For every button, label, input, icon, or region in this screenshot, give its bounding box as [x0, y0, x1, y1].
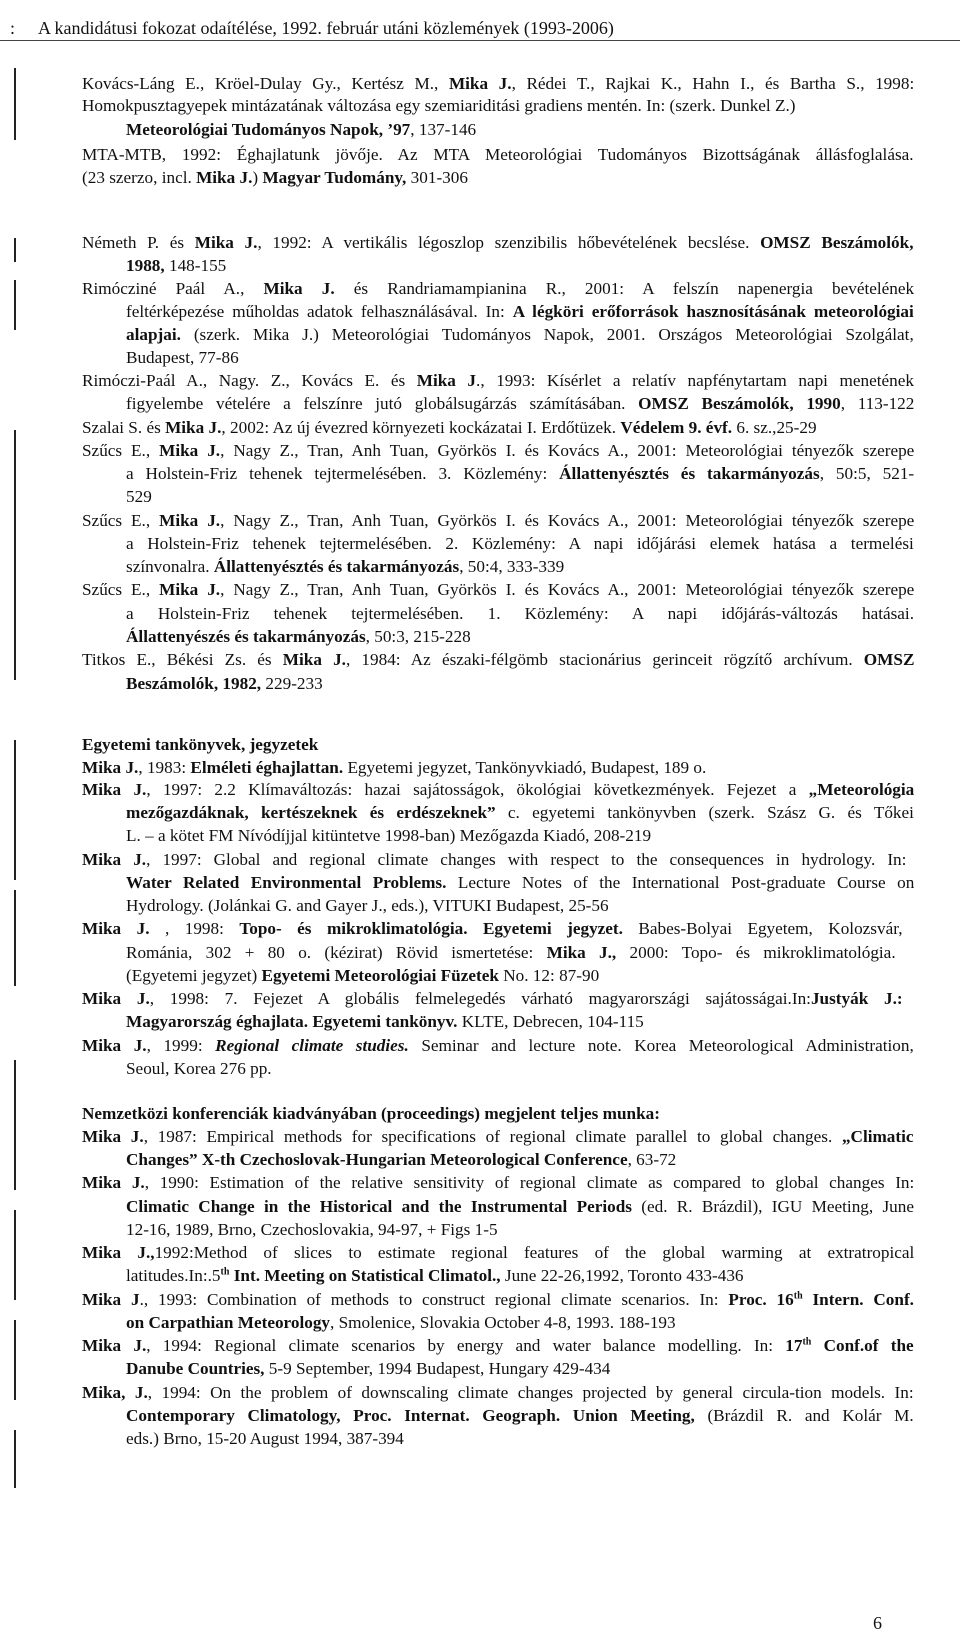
text-line	[82, 920, 903, 937]
text-run: Mika J.	[82, 1173, 145, 1192]
text-run: „Climatic	[841, 1127, 914, 1146]
text-run: , 50:4, 333-339	[459, 557, 565, 576]
text-line	[126, 804, 914, 821]
text-line	[126, 1360, 610, 1377]
change-bar	[14, 238, 16, 262]
text-line	[126, 944, 896, 961]
text-run: a Holstein-Friz tehenek tejtermelésében. 2. Közlemény: A napi időjárási elemek hatása a termelési	[126, 534, 914, 553]
text-run: Danube Countries,	[126, 1359, 265, 1378]
text-run: Állattenyésztés és takarmányozás	[213, 557, 460, 576]
text-run: , 2002: Az új évezred környezeti kockázatai I. Erdőtüzek.	[221, 418, 621, 437]
text-run: (Brázdil R. and Kolár M.	[694, 1406, 914, 1425]
text-run: , 50:3, 215-228	[365, 627, 471, 646]
text-run: a Holstein-Friz tehenek tejtermelésében. 3. Közlemény:	[126, 464, 560, 483]
text-run: th	[802, 1336, 812, 1348]
text-run: , 1998:	[149, 919, 240, 938]
text-run: ., 1993: Combination of methods to construct regional climate scenarios. In:	[139, 1290, 729, 1309]
change-bar	[14, 1430, 16, 1488]
text-run: , 1997: Global and regional climate changes with respect to the consequences in hydrology. In:	[146, 850, 907, 869]
section-heading-textbooks: Egyetemi tankönyvek, jegyzetek	[82, 735, 319, 754]
text-run: Állattenyészés és takarmányozás	[126, 627, 366, 646]
text-run: Mika J.	[82, 780, 147, 799]
text-run: Mika J.	[82, 850, 147, 869]
text-line	[126, 675, 323, 692]
text-run: Szalai S. és	[82, 418, 166, 437]
text-run: a Holstein-Friz tehenek tejtermelésében. 1. Közlemény: A napi időjárás-változás hatásai.	[126, 604, 914, 623]
text-run: Szűcs E.,	[82, 580, 160, 599]
text-run: Contemporary Climatology, Proc. Internat. Geograph. Union Meeting,	[126, 1406, 695, 1425]
text-line	[126, 605, 914, 622]
text-run: Németh P. és	[82, 233, 195, 252]
text-line	[126, 967, 599, 984]
text-line	[82, 1174, 914, 1191]
text-run: feltérképezése műholdas adatok felhasználásával. In:	[126, 302, 513, 321]
text-run: , 50:5, 521-	[819, 464, 915, 483]
text-run: )	[252, 168, 263, 187]
text-run: , Rédei T., Rajkai K., Hahn I., és Bartha S., 1998:	[511, 74, 915, 93]
header-rule	[0, 40, 960, 41]
text-line	[126, 1151, 676, 1168]
text-run: , Nagy Z., Tran, Anh Tuan, Györkös I. és Kovács A., 2001: Meteorológiai tényezők szerepe	[220, 511, 915, 530]
text-line	[82, 1291, 914, 1308]
text-run: Magyarország éghajlata. Egyetemi tankönyv.	[126, 1012, 458, 1031]
text-run: Szűcs E.,	[82, 511, 160, 530]
page-number: 6	[873, 1613, 882, 1633]
text-run: , Nagy Z., Tran, Anh Tuan, Györkös I. és Kovács A., 2001: Meteorológiai tényezők szerepe	[220, 441, 915, 460]
text-run: No. 12: 87-90	[498, 966, 600, 985]
text-run: , Nagy Z., Tran, Anh Tuan, Györkös I. és Kovács A., 2001: Meteorológiai tényezők szerepe	[220, 580, 915, 599]
text-run: , Smolenice, Slovakia October 4-8, 1993. 188-193	[330, 1313, 676, 1332]
text-run: Beszámolók, 1982,	[126, 674, 262, 693]
text-line	[82, 234, 914, 251]
text-line	[126, 1198, 914, 1215]
text-run: Mika J.	[448, 74, 512, 93]
text-run: Védelem 9. évf.	[620, 418, 733, 437]
text-line	[126, 558, 564, 575]
text-run: Kovács-Láng E., Kröel-Dulay Gy., Kertész M.,	[82, 74, 449, 93]
text-run: Mika J.	[194, 233, 258, 252]
text-line	[82, 442, 914, 459]
text-line	[126, 535, 914, 552]
text-run: Szűcs E.,	[82, 441, 160, 460]
text-line	[126, 326, 914, 343]
text-run: figyelembe vételére a felszínre jutó globálsugárzás számításában.	[126, 394, 639, 413]
text-run: Mika J.	[159, 511, 221, 530]
text-line	[82, 146, 914, 163]
text-run: 17	[785, 1336, 803, 1355]
text-run: Magyar Tudomány,	[262, 168, 407, 187]
text-run: 12-16, 1989, Brno, Czechoslovakia, 94-97, + Figs 1-5	[126, 1220, 498, 1239]
text-run: , 1994: Regional climate scenarios by energy and water balance modelling. In:	[146, 1336, 786, 1355]
text-run: Rimóczi-Paál A., Nagy. Z., Kovács E. és	[82, 371, 417, 390]
text-run: és Randriamampianina R., 2001: A felszín napenergia bevételének	[334, 279, 915, 298]
text-line	[126, 1314, 676, 1331]
change-bar	[14, 430, 16, 680]
text-run: Hydrology. (Jolánkai G. and Gayer J., eds.), VITUKI Budapest, 25-56	[126, 896, 609, 915]
text-line	[126, 303, 914, 320]
text-run: th	[793, 1290, 803, 1302]
text-run: Seminar and lecture note. Korea Meteorological Administration,	[408, 1036, 914, 1055]
text-run: , 1990: Estimation of the relative sensitivity of regional climate as compared to global changes In:	[144, 1173, 915, 1192]
text-line	[126, 827, 651, 844]
page-header-title: A kandidátusi fokozat odaítélése, 1992. február utáni közlemények (1993-2006)	[38, 18, 614, 38]
text-line	[126, 1430, 404, 1447]
text-run: Rimócziné Paál A.,	[82, 279, 264, 298]
text-run: , 1997: 2.2 Klímaváltozás: hazai sajátosságok, ökológiai következmények. Fejezet a	[146, 780, 809, 799]
text-run: Conf.of the	[811, 1336, 914, 1355]
text-line	[82, 851, 906, 868]
text-run: , 1998: 7. Fejezet A globális felmelegedés várható magyarországi sajátosságai.In:	[149, 989, 811, 1008]
text-line	[82, 581, 914, 598]
text-run: Mika J	[416, 371, 477, 390]
text-line	[82, 280, 914, 297]
text-run: 1988,	[126, 256, 165, 275]
text-run: Állattenyésztés és takarmányozás	[559, 464, 820, 483]
text-line	[126, 1013, 644, 1030]
text-run: színvonalra.	[126, 557, 214, 576]
text-run: (ed. R. Brázdil), IGU Meeting, June	[631, 1197, 914, 1216]
text-run: Babes-Bolyai Egyetem, Kolozsvár,	[622, 919, 903, 938]
text-run: 6. sz.,25-29	[732, 418, 817, 437]
text-run: Mika, J.	[82, 1383, 148, 1402]
text-run: Mika J.	[82, 1336, 147, 1355]
text-run: Románia, 302 + 80 o. (kézirat) Rövid ismertetése:	[126, 943, 547, 962]
text-run: 229-233	[261, 674, 323, 693]
change-bar	[14, 280, 16, 330]
text-run: (23 szerzo, incl.	[82, 168, 197, 187]
change-bar	[14, 1060, 16, 1190]
text-run: A légköri erőforrások hasznosításának meteorológiai	[512, 302, 914, 321]
text-run: , 1992: A vertikális légoszlop szenzibilis hőbevételének becslése.	[257, 233, 761, 252]
text-run: on Carpathian Meteorology	[126, 1313, 331, 1332]
text-run: 301-306	[406, 168, 468, 187]
change-bar	[14, 740, 16, 880]
text-line	[126, 628, 471, 645]
text-run: 1992:Method of slices to estimate regional features of the global warming at extratropical	[154, 1243, 915, 1262]
text-run: Changes” X-th Czechoslovak-Hungarian Meteorological Conference	[126, 1150, 628, 1169]
text-line	[126, 1060, 272, 1077]
change-bar	[14, 1210, 16, 1300]
text-run: Meteorológiai Tudományos Napok, ’97	[126, 120, 411, 139]
text-run: Regional climate studies.	[215, 1036, 409, 1055]
text-line	[126, 1221, 498, 1238]
text-run: OMSZ	[863, 650, 915, 669]
text-run: Mika J.	[82, 989, 150, 1008]
text-run: alapjai.	[126, 325, 181, 344]
text-run: OMSZ Beszámolók,	[760, 233, 914, 252]
text-line	[126, 121, 476, 138]
text-run: Titkos E., Békési Zs. és	[82, 650, 283, 669]
text-line	[82, 990, 903, 1007]
text-run: c. egyetemi tankönyvben (szerk. Szász G. és Tőkei	[495, 803, 914, 822]
text-line	[82, 1384, 914, 1401]
text-line	[126, 488, 152, 505]
text-run: Mika J.	[282, 650, 346, 669]
text-line	[82, 97, 796, 114]
text-run: Seoul, Korea 276 pp.	[126, 1059, 272, 1078]
text-line	[82, 781, 914, 798]
text-run: Mika J.	[82, 758, 139, 777]
change-bar	[14, 1320, 16, 1400]
text-run: , 137-146	[410, 120, 477, 139]
text-line	[82, 75, 914, 92]
change-bar	[14, 890, 16, 986]
text-line	[126, 1267, 744, 1284]
text-run: Mika J.	[196, 168, 253, 187]
text-run: Mika J	[82, 1290, 140, 1309]
section-heading-proceedings: Nemzetközi konferenciák kiadványában (proceedings) megjelent teljes munka:	[82, 1104, 660, 1123]
text-run: eds.) Brno, 15-20 August 1994, 387-394	[126, 1429, 404, 1448]
text-run: Mika J.	[263, 279, 335, 298]
text-run: 529	[126, 487, 152, 506]
text-run: Mika J.	[82, 1127, 144, 1146]
text-line	[126, 874, 914, 891]
text-run: mezőgazdáknak, kertészeknek és erdészeknek”	[126, 803, 496, 822]
text-run: th	[220, 1266, 230, 1278]
text-run: Mika J.	[82, 1036, 147, 1055]
text-run: June 22-26,1992, Toronto 433-436	[500, 1266, 744, 1285]
text-run: , 1994: On the problem of downscaling climate changes projected by general circula-tion models. In:	[147, 1383, 914, 1402]
text-line	[126, 395, 914, 412]
text-run: , 1987: Empirical methods for specifications of regional climate parallel to global changes.	[143, 1127, 842, 1146]
text-run: Intern. Conf.	[802, 1290, 914, 1309]
text-run: Water Related Environmental Problems.	[126, 873, 447, 892]
text-run: Elméleti éghajlattan.	[190, 758, 344, 777]
text-run: , 1999:	[146, 1036, 216, 1055]
text-run: Mika J.	[82, 919, 150, 938]
change-bar	[14, 68, 16, 140]
text-run: Egyetemi Meteorológiai Füzetek	[261, 966, 499, 985]
text-line	[82, 419, 817, 436]
header-prefix: :	[10, 18, 16, 38]
text-line	[126, 465, 914, 482]
text-run: Climatic Change in the Historical and the Instrumental Periods	[126, 1197, 632, 1216]
text-line	[82, 651, 914, 668]
text-run: Justyák J.:	[810, 989, 903, 1008]
text-run: Proc. 16	[728, 1290, 794, 1309]
text-run: Homokpusztagyepek mintázatának változása egy szemiariditási gradiens mentén. In: (szerk. Dunkel Z.)	[82, 96, 796, 115]
text-run: latitudes.In:.5	[126, 1266, 221, 1285]
text-line	[82, 169, 468, 186]
text-run: Mika J.	[159, 580, 221, 599]
text-line	[126, 1407, 914, 1424]
text-run: „Meteorológia	[808, 780, 915, 799]
text-run: KLTE, Debrecen, 104-115	[457, 1012, 644, 1031]
text-run: Mika J.,	[82, 1243, 155, 1262]
text-line	[82, 512, 914, 529]
text-line	[126, 349, 239, 366]
text-run: Mika J.	[159, 441, 221, 460]
text-run: 5-9 September, 1994 Budapest, Hungary 429-434	[264, 1359, 611, 1378]
text-run: MTA-MTB, 1992: Éghajlatunk jövője. Az MTA Meteorológiai Tudományos Bizottságának állásfoglalása.	[82, 145, 914, 164]
text-line	[82, 1244, 914, 1261]
text-run: Lecture Notes of the International Post-graduate Course on	[446, 873, 915, 892]
text-run: , 1984: Az északi-félgömb stacionárius gerinceit rögzítő archívum.	[345, 650, 864, 669]
text-run: Mika J.	[165, 418, 222, 437]
text-line	[82, 1337, 914, 1354]
text-run: OMSZ Beszámolók, 1990	[638, 394, 841, 413]
text-run: L. – a kötet FM Nívódíjjal kitüntetve 1998-ban) Mezőgazda Kiadó, 208-219	[126, 826, 652, 845]
text-line	[126, 897, 609, 914]
text-run: Budapest, 77-86	[126, 348, 239, 367]
text-line	[82, 1128, 914, 1145]
text-line	[82, 372, 914, 389]
text-run: ., 1993: Kísérlet a relatív napfénytartam napi menetének	[476, 371, 914, 390]
text-run: (Egyetemi jegyzet)	[126, 966, 262, 985]
text-run: , 63-72	[627, 1150, 677, 1169]
text-run: (szerk. Mika J.) Meteorológiai Tudományos Napok, 2001. Országos Meteorológiai Szolgálat,	[180, 325, 914, 344]
text-run: , 113-122	[840, 394, 915, 413]
text-line	[82, 1037, 914, 1054]
text-line	[126, 257, 226, 274]
text-run: Egyetemi jegyzet, Tankönyvkiadó, Budapest, 189 o.	[343, 758, 707, 777]
text-run: Topo- és mikroklimatológia. Egyetemi jegyzet.	[239, 919, 623, 938]
text-run: 2000: Topo- és mikroklimatológia.	[616, 943, 896, 962]
text-run: Int. Meeting on Statistical Climatol.,	[229, 1266, 501, 1285]
text-run: , 1983:	[138, 758, 191, 777]
text-run: 148-155	[164, 256, 227, 275]
text-run: Mika J.,	[546, 943, 617, 962]
text-line	[82, 759, 706, 776]
